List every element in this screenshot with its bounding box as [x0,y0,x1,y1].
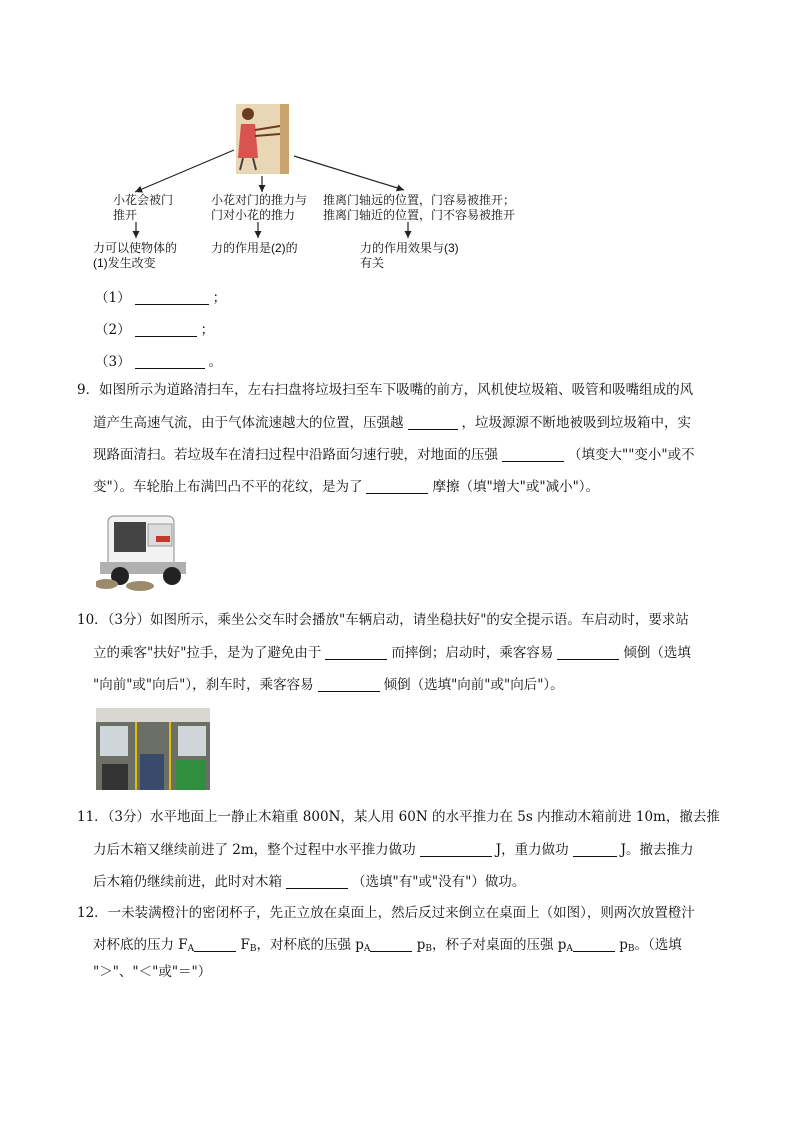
q9-blank-2[interactable] [502,447,564,462]
q9-line-1: 9．如图所示为道路清扫车，左右扫盘将垃圾扫至车下吸嘴的前方，风机使垃圾箱、吸管和吸嘴组成的风 [77,382,694,398]
q10-line-2: 立的乘客"扶好"拉手，是为了避免由于 而摔倒；启动时，乘客容易 倾倒（选填 [93,645,691,661]
q9-line-4: 变"）。车轮胎上布满凹凸不平的花纹，是为了 摩擦（填"增大"或"减小"）。 [93,479,600,495]
q9-line-3: 现路面清扫。若垃圾车在清扫过程中沿路面匀速行驶，对地面的压强 （填变大""变小"或不 [93,447,695,463]
answer-blank-2[interactable] [135,322,197,337]
q12-blank-3[interactable] [573,937,615,952]
q10-blank-1[interactable] [325,645,387,660]
diagram-node-right: 推离门轴远的位置，门容易被推开； 推离门轴近的位置，门不容易被推开 [323,193,516,222]
q12-blank-1[interactable] [194,937,236,952]
q11-blank-2[interactable] [573,842,617,857]
answer-line-1: （1） ； [95,290,227,306]
q10-blank-3[interactable] [318,677,380,692]
answer-line-2: （2） ； [95,322,215,338]
q11-line-1: 11．（3分）水平地面上一静止木箱重 800N，某人用 60N 的水平推力在 5s 内推动木箱前进 10m，撤去推 [77,809,720,825]
q12-line-2: 对杯底的压力 $F_A$ $F_B$，对杯底的压强 $p_A$ $p_B$，杯子对桌面的压强 $p_A$ $p_B$。（选填 [93,937,682,954]
q12-line-1: 12．一未装满橙汁的密闭杯子，先正立放在桌面上，然后反过来倒立在桌面上（如图），则两次放置橙汁 [77,905,695,921]
q10-blank-2[interactable] [557,645,619,660]
street-sweeper-image [96,506,192,594]
diagram-node-left: 小花会被门 推开 [113,193,174,222]
diagram-node-middle: 小花对门的推力与 门对小花的推力 [211,193,308,222]
bus-interior-image [96,708,210,790]
diagram-result-middle: 力的作用是(2)的 [211,241,298,255]
q12-line-3: "＞"、"＜"或"＝"） [93,964,212,980]
answer-blank-1[interactable] [135,290,209,305]
q11-blank-3[interactable] [286,874,348,889]
q10-line-1: 10．（3分）如图所示，乘坐公交车时会播放"车辆启动，请坐稳扶好"的安全提示语。车启动时，要求站 [77,612,689,628]
q11-line-3: 后木箱仍继续前进，此时对木箱 （选填"有"或"没有"）做功。 [93,874,526,890]
q11-blank-1[interactable] [420,842,492,857]
q11-line-2: 力后木箱又继续前进了 2m，整个过程中水平推力做功 J，重力做功 J。撤去推力 [93,842,694,858]
q9-blank-3[interactable] [366,479,428,494]
q10-line-3: "向前"或"向后"），刹车时，乘客容易 倾倒（选填"向前"或"向后"）。 [93,677,564,693]
q12-blank-2[interactable] [370,937,412,952]
q9-line-2: 道产生高速气流，由于气体流速越大的位置，压强越 ，垃圾源源不断地被吸到垃圾箱中，实 [93,415,691,431]
diagram-result-left: 力可以使物体的 (1)发生改变 [93,241,178,270]
q9-blank-1[interactable] [408,415,458,430]
diagram-result-right: 力的作用效果与(3) 有关 [360,241,459,270]
answer-line-3: （3） 。 [95,354,223,370]
answer-blank-3[interactable] [135,354,205,369]
